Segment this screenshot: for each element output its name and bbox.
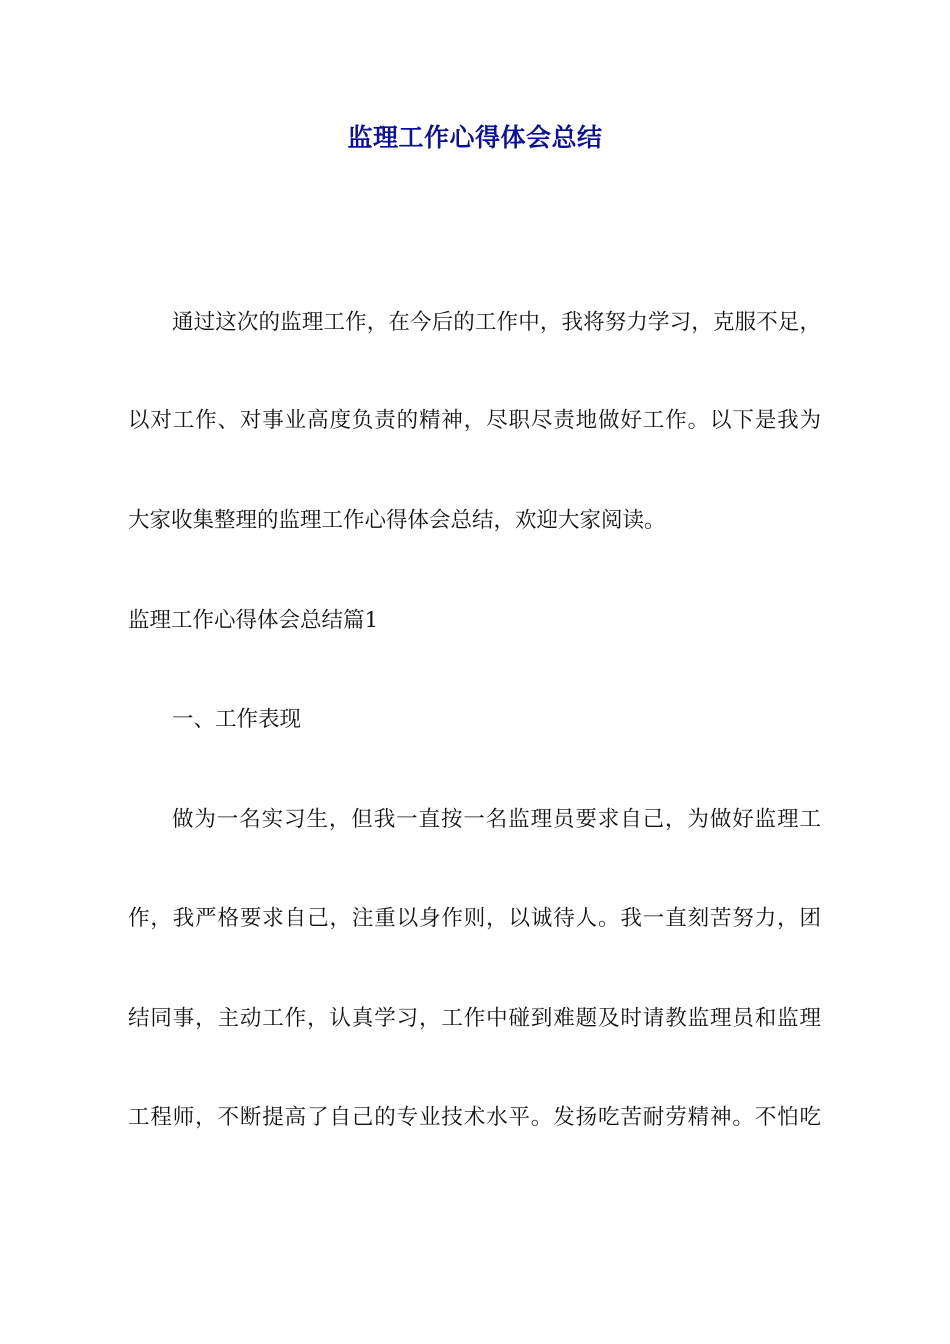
- paragraph-line: 大家收集整理的监理工作心得体会总结，欢迎大家阅读。: [128, 508, 666, 533]
- paragraph-line: 通过这次的监理工作，在今后的工作中，我将努力学习，克服不足，: [172, 310, 821, 335]
- paragraph-line: 结同事，主动工作，认真学习，工作中碰到难题及时请教监理员和监理: [128, 1006, 821, 1031]
- section-heading: 监理工作心得体会总结篇1: [128, 608, 379, 633]
- paragraph-line: 做为一名实习生，但我一直按一名监理员要求自己，为做好监理工: [172, 807, 821, 832]
- document-title: 监理工作心得体会总结: [347, 123, 603, 152]
- subsection-heading: 一、工作表现: [172, 707, 302, 732]
- paragraph-line: 作，我严格要求自己，注重以身作则，以诚待人。我一直刻苦努力，团: [128, 906, 821, 931]
- paragraph-line: 以对工作、对事业高度负责的精神，尽职尽责地做好工作。以下是我为: [128, 408, 821, 433]
- paragraph-line: 工程师，不断提高了自己的专业技术水平。发扬吃苦耐劳精神。不怕吃: [128, 1105, 821, 1130]
